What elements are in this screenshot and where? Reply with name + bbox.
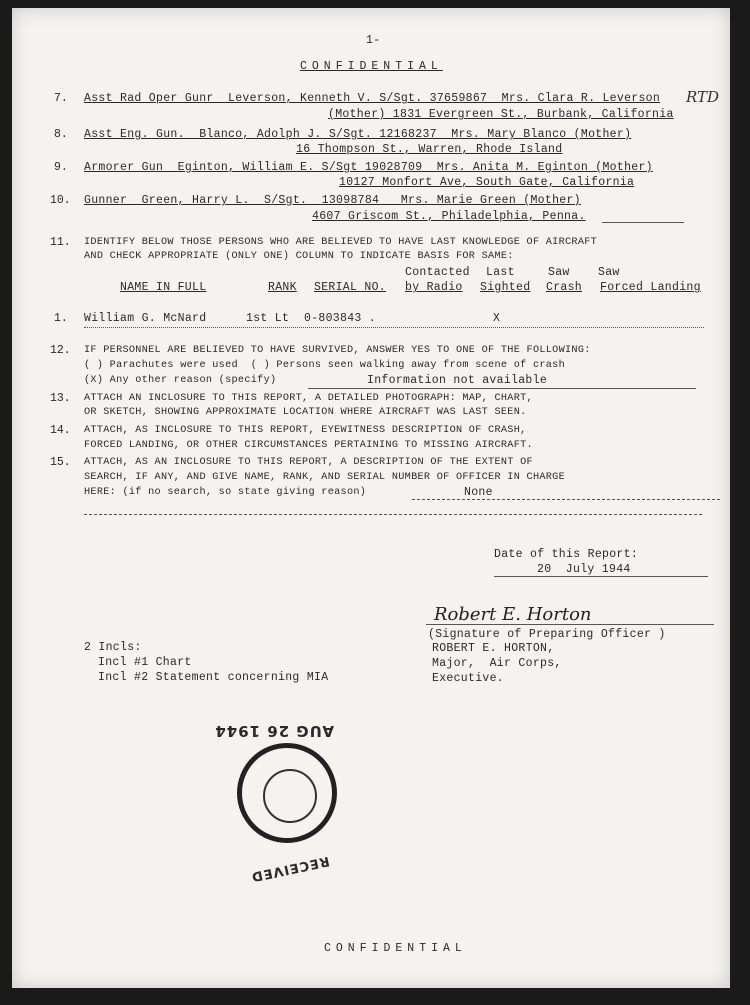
item-15-extra-line <box>84 514 702 515</box>
crew-10-line1: Gunner Green, Harry L. S/Sgt. 13098784 Mrs. Marie Green (Mother) <box>84 194 581 207</box>
col-last-bottom: Sighted <box>480 281 531 294</box>
inclosure-2: Incl #2 Statement concerning MIA <box>98 671 329 684</box>
item-13-line2: OR SKETCH, SHOWING APPROXIMATE LOCATION WHERE AIRCRAFT WAS LAST SEEN. <box>84 407 527 418</box>
item-14-line1: ATTACH, AS INCLOSURE TO THIS REPORT, EYEWITNESS DESCRIPTION OF CRASH, <box>84 425 527 436</box>
col-saw-forced-top: Saw <box>598 266 620 279</box>
crew-8-line2: 16 Thompson St., Warren, Rhode Island <box>296 143 563 156</box>
crew-separator <box>602 222 684 223</box>
item-11-line2: AND CHECK APPROPRIATE (ONLY ONE) COLUMN TO INDICATE BASIS FOR SAME: <box>84 251 514 262</box>
witness-last-sighted-mark: X <box>493 312 501 325</box>
col-name-header: NAME IN FULL <box>120 281 207 294</box>
stamp-clock-face <box>263 769 317 823</box>
item-12-answer-line <box>308 388 696 389</box>
classification-header: CONFIDENTIAL <box>300 60 443 73</box>
witness-row-number: 1. <box>54 312 68 325</box>
witness-rank: 1st Lt <box>246 312 290 325</box>
received-stamp <box>212 708 352 888</box>
col-contacted-top: Contacted <box>405 266 470 279</box>
item-12-line1: IF PERSONNEL ARE BELIEVED TO HAVE SURVIVED, ANSWER YES TO ONE OF THE FOLLOWING: <box>84 345 591 356</box>
crew-8-number: 8. <box>54 128 68 141</box>
crew-10-line2: 4607 Griscom St., Philadelphia, Penna. <box>312 210 586 223</box>
item-13-line1: ATTACH AN INCLOSURE TO THIS REPORT, A DETAILED PHOTOGRAPH: MAP, CHART, <box>84 393 533 404</box>
crew-10-number: 10. <box>50 194 71 207</box>
classification-footer: CONFIDENTIAL <box>324 942 467 955</box>
crew-7-annotation: RTD <box>686 88 720 106</box>
item-15-line3: HERE: (if no search, so state giving reason) <box>84 487 367 498</box>
col-serial-header: SERIAL NO. <box>314 281 387 294</box>
crew-7-number: 7. <box>54 92 68 105</box>
col-saw-crash-bottom: Crash <box>546 281 583 294</box>
stamp-received-label: RECEIVED <box>249 852 331 885</box>
stamp-date: AUG 26 1944 <box>214 722 334 740</box>
item-12-number: 12. <box>50 344 71 357</box>
col-saw-forced-bottom: Forced Landing <box>600 281 701 294</box>
item-11-number: 11. <box>50 236 71 249</box>
item-12-answer: Information not available <box>367 374 548 387</box>
crew-9-number: 9. <box>54 161 68 174</box>
crew-9-line2: 10127 Monfort Ave, South Gate, California <box>339 176 635 189</box>
item-11-line1: IDENTIFY BELOW THOSE PERSONS WHO ARE BELIEVED TO HAVE LAST KNOWLEDGE OF AIRCRAFT <box>84 237 598 248</box>
item-12-line2: ( ) Parachutes were used ( ) Persons seen walking away from scene of crash <box>84 360 566 371</box>
inclosures-heading: 2 Incls: <box>84 641 142 654</box>
col-contacted-bottom: by Radio <box>405 281 463 294</box>
signature-caption: (Signature of Preparing Officer ) <box>428 628 666 641</box>
report-date-value: 20 July 1944 <box>537 563 631 576</box>
item-13-number: 13. <box>50 392 71 405</box>
crew-7-line2: (Mother) 1831 Evergreen St., Burbank, California <box>328 108 674 121</box>
item-14-line2: FORCED LANDING, OR OTHER CIRCUMSTANCES PERTAINING TO MISSING AIRCRAFT. <box>84 440 533 451</box>
col-last-top: Last <box>486 266 515 279</box>
witness-serial: 0-803843 . <box>304 312 377 325</box>
crew-9-line1: Armorer Gun Eginton, William E. S/Sgt 19028709 Mrs. Anita M. Eginton (Mother) <box>84 161 653 174</box>
col-rank-header: RANK <box>268 281 297 294</box>
inclosure-1: Incl #1 Chart <box>98 656 192 669</box>
officer-rank: Major, Air Corps, <box>432 657 562 670</box>
crew-8-line1: Asst Eng. Gun. Blanco, Adolph J. S/Sgt. 12168237 Mrs. Mary Blanco (Mother) <box>84 128 632 141</box>
page-mark: 1- <box>366 34 381 47</box>
report-date-label: Date of this Report: <box>494 548 639 561</box>
signature-line <box>426 624 714 625</box>
witness-row-line <box>84 327 704 328</box>
item-15-line1: ATTACH, AS AN INCLOSURE TO THIS REPORT, A DESCRIPTION OF THE EXTENT OF <box>84 457 533 468</box>
item-15-answer-line <box>412 499 720 500</box>
item-14-number: 14. <box>50 424 71 437</box>
handwritten-signature: Robert E. Horton <box>434 604 592 625</box>
item-15-answer: None <box>464 486 493 499</box>
item-15-line2: SEARCH, IF ANY, AND GIVE NAME, RANK, AND SERIAL NUMBER OF OFFICER IN CHARGE <box>84 472 566 483</box>
officer-title: Executive. <box>432 672 505 685</box>
document-page <box>12 8 730 988</box>
item-12-line3: (X) Any other reason (specify) <box>84 375 277 386</box>
crew-7-line1: Asst Rad Oper Gunr Leverson, Kenneth V. S/Sgt. 37659867 Mrs. Clara R. Leverson <box>84 92 661 105</box>
col-saw-crash-top: Saw <box>548 266 570 279</box>
report-date-line <box>494 576 708 577</box>
item-15-number: 15. <box>50 456 71 469</box>
witness-name: William G. McNard <box>84 312 207 325</box>
officer-name: ROBERT E. HORTON, <box>432 642 555 655</box>
